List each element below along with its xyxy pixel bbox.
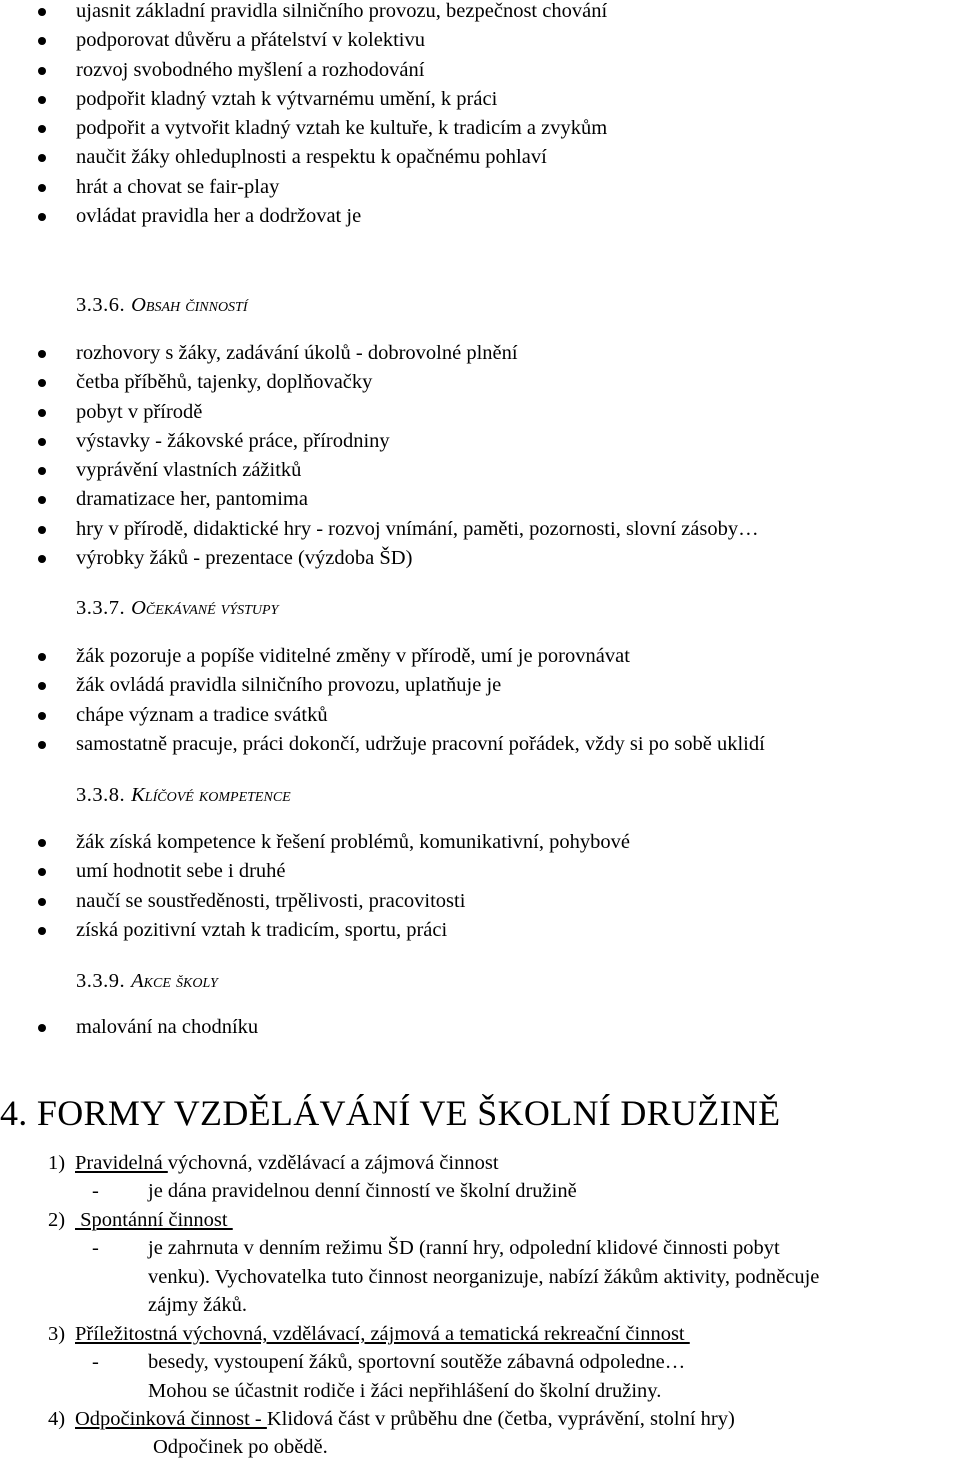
section-number: 3.3.7. xyxy=(76,597,126,619)
bullet-icon xyxy=(38,154,46,162)
list-item: hrát a chovat se fair-play xyxy=(0,173,960,202)
section-title: Klíčové kompetence xyxy=(131,784,291,806)
list-item: vyprávění vlastních zážitků xyxy=(0,456,960,485)
list-item: žák získá kompetence k řešení problémů, komunikativní, pohybové xyxy=(0,828,960,857)
bullet-icon xyxy=(38,350,46,358)
bullet-icon xyxy=(38,898,46,906)
bullet-icon xyxy=(38,184,46,192)
document-page: ujasnit základní pravidla silničního provozu, bezpečnost chování podporovat důvěru a přátelství v kolektivu rozvoj svobodného myšlení a rozhodování podpořit kladný vztah k výtvarnému umění, k práci podpořit a vytvořit kladný vztah ke kultuře, k tradicím a zvykům naučit žáky ohleduplnosti a respektu k opačnému pohlaví hrát a chovat se fair-play ovládat pravidla her a dodržovat je 3.3.6. Obsah činností rozhovory s žáky, zadávání úkolů - dobrovolné plnění četba příběhů, tajenky, doplňovačky pobyt v přírodě výstavky - žákovské práce, přírodniny vyprávění vlastních zážitků dramatizace her, pantomima hry v přírodě, didaktické hry - rozvoj vnímání, paměti, pozornosti, slovní zásoby… výrobky žáků - prezentace (výzdoba ŠD) 3.3.7. Očekávané výstupy žák pozoruje a popíše viditelné změny v přírodě, umí je porovnávat žák ovládá pravidla silničního provozu, uplatňuje je chápe význam a tradice svátků samostatně pracuje, práci dokončí, udržuje pracovní pořádek, vždy si po sobě uklidí 3.3.8. Klíčové kompetence žák získá kompetence k řešení problémů, komunikativní, pohybové umí hodnotit sebe i druhé naučí se soustředěnosti, trpělivosti, pracovitosti získá pozitivní vztah k tradicím, sportu, práci 3.3.9. Akce školy malování na chodníku 4. FORMY VZDĚLÁVÁNÍ VE ŠKOLNÍ DRUŽINĚ 1) Pravidelná výchovná, vzdělávací a zájmová činnost - je dána pravidelnou denní činností ve školní družině 2) Spontánní činnost - je zahrnuta v denním režimu ŠD (ranní hry, odpolední klidové činnosti pobyt venku). Vychovatelka tuto činnost neorganizuje, nabízí žákům aktivity, podněcuje zájmy žáků. 3) Příležitostná výchovná, vzdělávací, zájmová a tematická rekreační činnost - besedy, vystoupení žáků, sportovní soutěže zábavná odpoledne… Mohou se účastnit rodiče i žáci nepřihlášení do školní družiny. 4) Odpočinková činnost - Klidová část v průběhu dne (četba, vyprávění, stolní hry) Odpočinek po obědě. xyxy=(0,0,960,1464)
bullet-icon xyxy=(38,868,46,876)
list-item: výrobky žáků - prezentace (výzdoba ŠD) xyxy=(0,544,960,573)
bullet-icon xyxy=(38,67,46,75)
list-item: dramatizace her, pantomima xyxy=(0,485,960,514)
bullet-icon xyxy=(38,37,46,45)
list-item: chápe význam a tradice svátků xyxy=(0,701,960,730)
list-item: rozhovory s žáky, zadávání úkolů - dobrovolné plnění xyxy=(0,339,960,368)
list-item: získá pozitivní vztah k tradicím, sportu, práci xyxy=(0,916,960,945)
list-item: výstavky - žákovské práce, přírodniny xyxy=(0,427,960,456)
section-title: Obsah činností xyxy=(131,294,248,316)
list-item: ovládat pravidla her a dodržovat je xyxy=(0,202,960,231)
section-title: Akce školy xyxy=(131,970,218,992)
item-text: Spontánní činnost xyxy=(75,1209,233,1231)
list-item: žák ovládá pravidla silničního provozu, uplatňuje je xyxy=(0,671,960,700)
bullet-icon xyxy=(38,712,46,720)
school-events-list xyxy=(0,1013,960,1042)
section-number: 3.3.6. xyxy=(76,294,126,316)
bullet-icon xyxy=(38,125,46,133)
activities-list xyxy=(0,339,960,573)
section-heading-3-3-6 xyxy=(76,294,248,317)
section-number: 3.3.8. xyxy=(76,784,126,806)
section-heading-3-3-8 xyxy=(76,784,291,807)
item-number: 4) xyxy=(48,1408,66,1430)
bullet-icon xyxy=(38,526,46,534)
list-item: hry v přírodě, didaktické hry - rozvoj vnímání, paměti, pozornosti, slovní zásoby… xyxy=(0,515,960,544)
section-heading-3-3-9 xyxy=(76,970,218,993)
bullet-icon xyxy=(38,409,46,417)
bullet-icon xyxy=(38,682,46,690)
list-item: žák pozoruje a popíše viditelné změny v přírodě, umí je porovnávat xyxy=(0,642,960,671)
dash-marker: - xyxy=(92,1180,99,1202)
item-text: Pravidelná výchovná, vzdělávací a zájmová činnost xyxy=(75,1152,499,1174)
bullet-icon xyxy=(38,438,46,446)
bullet-icon xyxy=(38,1024,46,1032)
item-number: 1) xyxy=(48,1152,66,1174)
list-item: ujasnit základní pravidla silničního provozu, bezpečnost chování xyxy=(0,0,960,26)
item-number: 3) xyxy=(48,1323,66,1345)
bullet-icon xyxy=(38,927,46,935)
item-text: Příležitostná výchovná, vzdělávací, zájmová a tematická rekreační činnost xyxy=(75,1323,690,1345)
list-item: naučit žáky ohleduplnosti a respektu k opačnému pohlaví xyxy=(0,143,960,172)
list-item: podpořit a vytvořit kladný vztah ke kultuře, k tradicím a zvykům xyxy=(0,114,960,143)
bullet-icon xyxy=(38,496,46,504)
bullet-icon xyxy=(38,839,46,847)
list-item: podporovat důvěru a přátelství v kolektivu xyxy=(0,26,960,55)
bullet-icon xyxy=(38,741,46,749)
list-item: podpořit kladný vztah k výtvarnému umění, k práci xyxy=(0,85,960,114)
bullet-icon xyxy=(38,8,46,16)
bullet-icon xyxy=(38,96,46,104)
list-item: četba příběhů, tajenky, doplňovačky xyxy=(0,368,960,397)
list-item: umí hodnotit sebe i druhé xyxy=(0,857,960,886)
chapter-heading: 4. FORMY VZDĚLÁVÁNÍ VE ŠKOLNÍ DRUŽINĚ xyxy=(0,1093,781,1133)
section-title: Očekávané výstupy xyxy=(131,597,279,619)
outcomes-list xyxy=(0,642,960,759)
section-number: 3.3.9. xyxy=(76,970,126,992)
bullet-icon xyxy=(38,555,46,563)
competences-list xyxy=(0,828,960,945)
bullet-icon xyxy=(38,653,46,661)
bullet-icon xyxy=(38,467,46,475)
item-number: 2) xyxy=(48,1209,66,1231)
section-heading-3-3-7 xyxy=(76,597,278,620)
dash-marker: - xyxy=(92,1351,99,1373)
list-item: naučí se soustředěnosti, trpělivosti, pracovitosti xyxy=(0,887,960,916)
bullet-icon xyxy=(38,213,46,221)
list-item: malování na chodníku xyxy=(0,1013,960,1042)
list-item: rozvoj svobodného myšlení a rozhodování xyxy=(0,56,960,85)
list-item: samostatně pracuje, práci dokončí, udržuje pracovní pořádek, vždy si po sobě uklidí xyxy=(0,730,960,759)
dash-marker: - xyxy=(92,1237,99,1259)
form-item-4-desc: Odpočinek po obědě. xyxy=(153,1436,328,1458)
list-item: pobyt v přírodě xyxy=(0,398,960,427)
item-text: Odpočinková činnost - Klidová část v průběhu dne (četba, vyprávění, stolní hry) xyxy=(75,1408,735,1430)
bullet-icon xyxy=(38,379,46,387)
goals-list xyxy=(0,0,960,231)
